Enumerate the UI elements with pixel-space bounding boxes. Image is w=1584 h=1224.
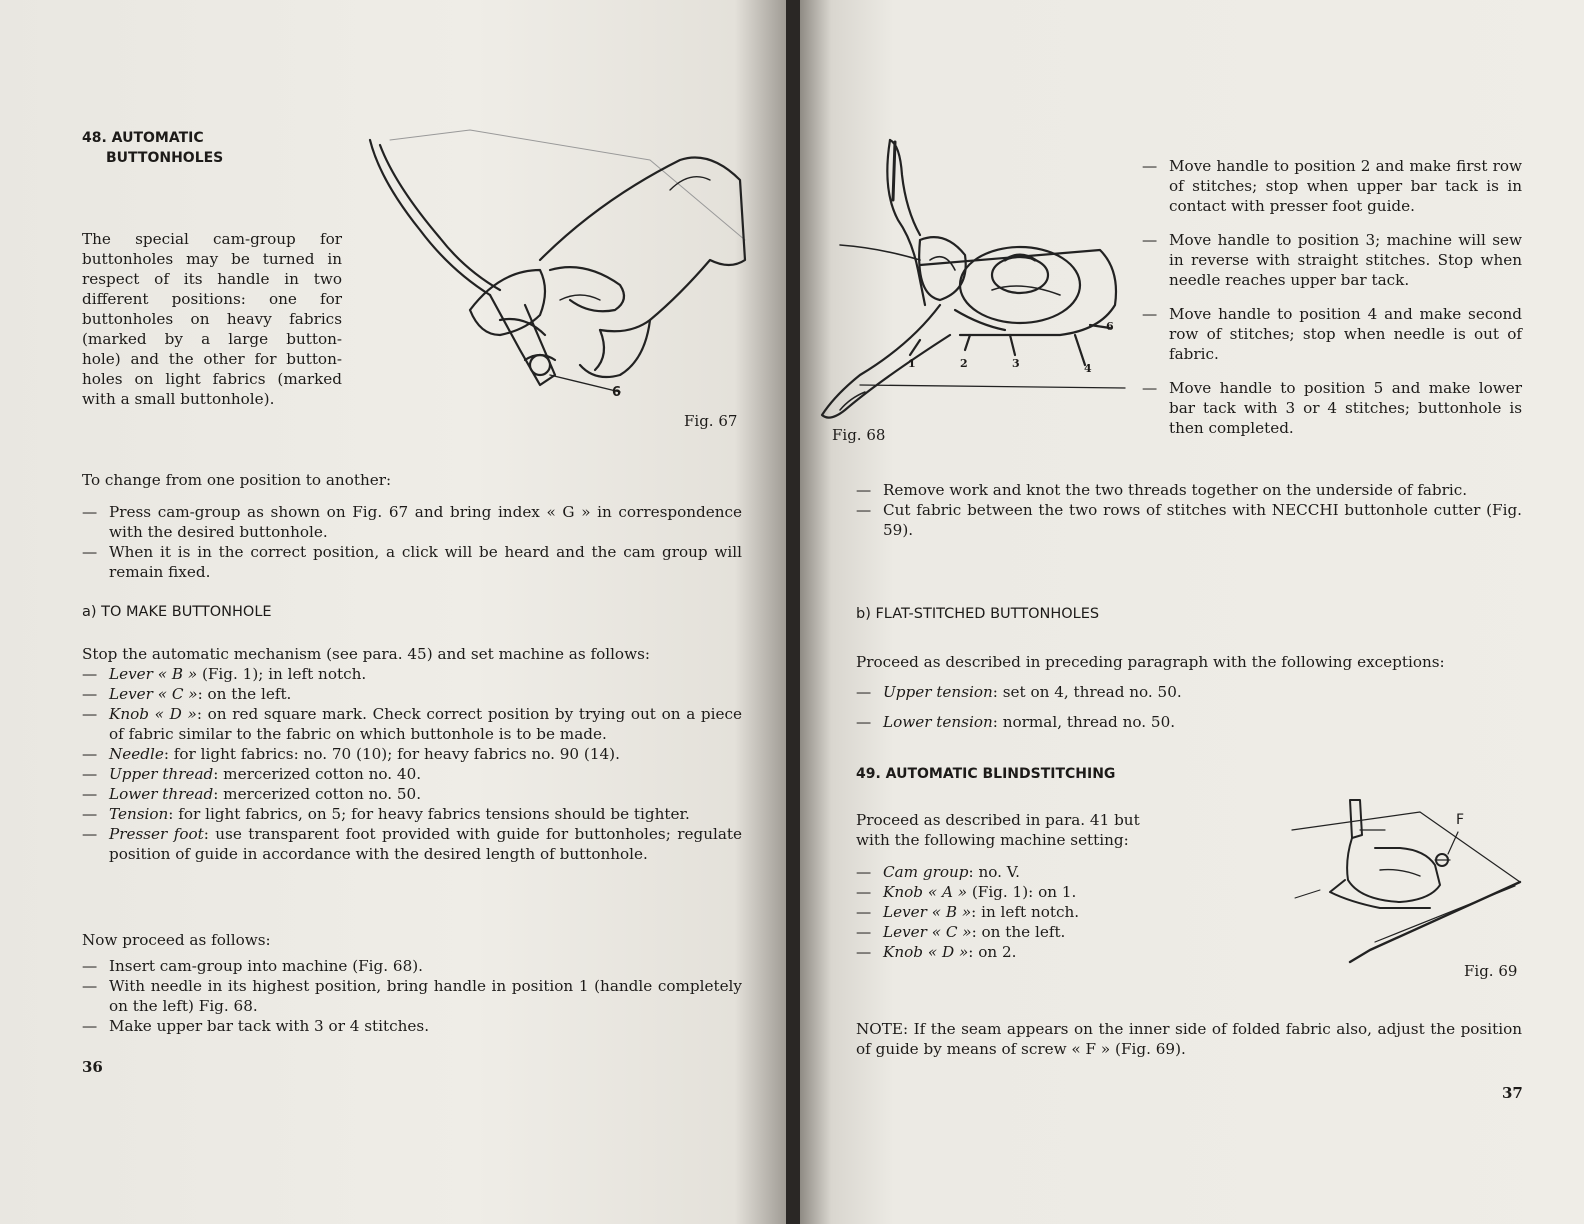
list-item: — Cut fabric between the two rows of stitches with NECCHI buttonhole cutter (Fig. 59). bbox=[856, 501, 1522, 539]
settings-list bbox=[82, 664, 742, 864]
setting-text: : on red square mark. Check correct position by trying out on a piece of fabric similar to the fabric on which buttonhole is to be made. bbox=[109, 705, 742, 743]
note-paragraph: NOTE: If the seam appears on the inner side of folded fabric also, adjust the position of guide by means of screw « F » (Fig. 69). bbox=[856, 1020, 1522, 1058]
list-item-text: Remove work and knot the two threads together on the underside of fabric. bbox=[883, 481, 1468, 499]
intro-line: different positions: one for bbox=[82, 290, 342, 308]
blind-intro-line: Proceed as described in para. 41 but bbox=[856, 811, 1140, 829]
now-proceed: Now proceed as follows: bbox=[82, 931, 271, 949]
right-page bbox=[800, 0, 1584, 1224]
intro-line: with a small buttonhole). bbox=[82, 390, 275, 408]
setting-text: : mercerized cotton no. 40. bbox=[213, 765, 422, 783]
section-title-line: 48. AUTOMATIC bbox=[82, 130, 204, 146]
intro-line: hole) and the other for button- bbox=[82, 350, 342, 368]
fig-69-presser-foot-illustration bbox=[1290, 790, 1530, 970]
list-item: — Move handle to position 5 and make lower bar tack with 3 or 4 stitches; buttonhole is then completed. bbox=[1142, 379, 1522, 437]
list-item: — Lower thread: mercerized cotton no. 50. bbox=[82, 785, 422, 803]
list-item-text: Move handle to position 3; machine will sew in reverse with straight stitches. Stop when needle reaches upper bar tack. bbox=[1169, 231, 1522, 289]
setting-label: Lower tension bbox=[883, 713, 993, 731]
fig-68-callout-1: 1 bbox=[908, 357, 916, 370]
change-heading: To change from one position to another: bbox=[82, 471, 392, 489]
setting-label: Knob « D » bbox=[109, 705, 197, 723]
list-item: — Upper tension: set on 4, thread no. 50. bbox=[856, 683, 1182, 701]
setting-text: : use transparent foot provided with guide for buttonholes; regulate position of guide in accordance with the desired length of buttonhole. bbox=[109, 825, 742, 863]
intro-line: (marked by a large button- bbox=[82, 330, 342, 348]
list-item: — Lower tension: normal, thread no. 50. bbox=[856, 713, 1176, 731]
blind-settings-list bbox=[856, 862, 1176, 962]
setting-text: : in left notch. bbox=[971, 903, 1080, 921]
list-item: — Lever « B »: in left notch. bbox=[856, 903, 1080, 921]
setting-text: : set on 4, thread no. 50. bbox=[992, 683, 1182, 701]
list-item: — With needle in its highest position, bring handle in position 1 (handle completely on the left) Fig. 68. bbox=[82, 977, 742, 1015]
finish-list bbox=[856, 480, 1522, 540]
page-number-37: 37 bbox=[1502, 1084, 1523, 1102]
setting-text: : no. V. bbox=[968, 863, 1020, 881]
list-item: — When it is in the correct position, a click will be heard and the cam group will remain fixed. bbox=[82, 543, 742, 581]
setting-label: Lever « C » bbox=[883, 923, 972, 941]
intro-line: buttonholes on heavy fabrics bbox=[82, 310, 342, 328]
list-item-text: Insert cam-group into machine (Fig. 68). bbox=[109, 957, 423, 975]
setting-text: : normal, thread no. 50. bbox=[992, 713, 1176, 731]
fig-68-callout-4: 4 bbox=[1084, 362, 1092, 375]
sub-a-heading: a) TO MAKE BUTTONHOLE bbox=[82, 604, 272, 620]
fig-69-callout: F bbox=[1456, 812, 1465, 828]
list-item-text: When it is in the correct position, a click will be heard and the cam group will remain fixed. bbox=[109, 543, 742, 581]
proceed-list bbox=[82, 956, 742, 1036]
setting-label: Knob « D » bbox=[883, 943, 969, 961]
setting-label: Lower thread bbox=[109, 785, 214, 803]
list-item-text: Cut fabric between the two rows of stitches with NECCHI buttonhole cutter (Fig. 59). bbox=[883, 501, 1522, 539]
intro-line: buttonholes may be turned in bbox=[82, 250, 342, 268]
setting-text: : on the left. bbox=[197, 685, 292, 703]
change-list bbox=[82, 502, 742, 582]
list-item-text: Make upper bar tack with 3 or 4 stitches. bbox=[109, 1017, 430, 1035]
setting-label: Knob « A » bbox=[883, 883, 968, 901]
fig-68-callout-2: 2 bbox=[960, 357, 968, 370]
left-page bbox=[0, 0, 790, 1224]
intro-line: holes on light fabrics (marked bbox=[82, 370, 342, 388]
fig-68-caption: Fig. 68 bbox=[832, 426, 886, 444]
setting-label: Lever « C » bbox=[109, 685, 198, 703]
list-item: — Press cam-group as shown on Fig. 67 and bring index « G » in correspondence with the desired buttonhole. bbox=[82, 503, 742, 541]
list-item: — Make upper bar tack with 3 or 4 stitches. bbox=[82, 1017, 430, 1035]
setting-text: : on the left. bbox=[971, 923, 1066, 941]
proceed-exceptions: Proceed as described in preceding paragraph with the following exceptions: bbox=[856, 653, 1445, 671]
list-item-text: Move handle to position 4 and make second row of stitches; stop when needle is out of fabric. bbox=[1169, 305, 1522, 363]
setting-label: Lever « B » bbox=[109, 665, 198, 683]
list-item: — Needle: for light fabrics: no. 70 (10); for heavy fabrics no. 90 (14). bbox=[82, 745, 620, 763]
setting-text: : mercerized cotton no. 50. bbox=[213, 785, 422, 803]
fig-67-hand-illustration bbox=[350, 120, 750, 410]
fig-69-caption: Fig. 69 bbox=[1464, 962, 1518, 980]
fig-68-cam-illustration bbox=[820, 130, 1150, 430]
setting-text: (Fig. 1): on 1. bbox=[967, 883, 1077, 901]
fig-68-callout-3: 3 bbox=[1012, 357, 1020, 370]
setting-text: : for light fabrics: no. 70 (10); for heavy fabrics no. 90 (14). bbox=[163, 745, 620, 763]
setting-text: : for light fabrics, on 5; for heavy fabrics tensions should be tighter. bbox=[168, 805, 690, 823]
setting-label: Upper tension bbox=[883, 683, 993, 701]
list-item: — Upper thread: mercerized cotton no. 40. bbox=[82, 765, 422, 783]
exceptions-list bbox=[856, 682, 1522, 732]
setting-text: (Fig. 1); in left notch. bbox=[197, 665, 367, 683]
list-item: — Presser foot: use transparent foot provided with guide for buttonholes; regulate position of guide in accordance with the desired length of buttonhole. bbox=[82, 825, 742, 863]
list-item: — Knob « A » (Fig. 1): on 1. bbox=[856, 883, 1077, 901]
list-item: — Cam group: no. V. bbox=[856, 863, 1020, 881]
fig-67-callout: 6 bbox=[612, 385, 622, 400]
list-item-text: With needle in its highest position, bring handle in position 1 (handle completely on the left) Fig. 68. bbox=[109, 977, 742, 1015]
list-item: — Insert cam-group into machine (Fig. 68). bbox=[82, 957, 423, 975]
intro-line: respect of its handle in two bbox=[82, 270, 342, 288]
fig-67-caption: Fig. 67 bbox=[684, 412, 738, 430]
list-item: — Tension: for light fabrics, on 5; for heavy fabrics tensions should be tighter. bbox=[82, 805, 690, 823]
blind-intro bbox=[856, 810, 1140, 850]
setting-text: : on 2. bbox=[968, 943, 1017, 961]
setting-label: Tension bbox=[109, 805, 169, 823]
page-number-36: 36 bbox=[82, 1058, 103, 1076]
section-49-title: 49. AUTOMATIC BLINDSTITCHING bbox=[856, 766, 1116, 782]
section-title-line: BUTTONHOLES bbox=[106, 150, 224, 166]
fig68-steps-list bbox=[1142, 156, 1522, 438]
list-item-text: Move handle to position 2 and make first row of stitches; stop when upper bar tack is in contact with presser foot guide. bbox=[1169, 157, 1522, 215]
list-item: — Move handle to position 3; machine will sew in reverse with straight stitches. Stop when needle reaches upper bar tack. bbox=[1142, 231, 1522, 289]
setting-label: Needle bbox=[109, 745, 164, 763]
setting-label: Lever « B » bbox=[883, 903, 972, 921]
list-item-text: Move handle to position 5 and make lower bar tack with 3 or 4 stitches; buttonhole is then completed. bbox=[1169, 379, 1522, 437]
setting-label: Presser foot bbox=[109, 825, 204, 843]
setting-label: Cam group bbox=[883, 863, 969, 881]
intro-paragraph bbox=[82, 229, 342, 409]
list-item: — Knob « D »: on red square mark. Check correct position by trying out on a piece of fabric similar to the fabric on which buttonhole is to be made. bbox=[82, 705, 742, 743]
list-item: — Move handle to position 2 and make first row of stitches; stop when upper bar tack is in contact with presser foot guide. bbox=[1142, 157, 1522, 215]
list-item: — Lever « C »: on the left. bbox=[856, 923, 1066, 941]
setting-label: Upper thread bbox=[109, 765, 214, 783]
list-item: — Knob « D »: on 2. bbox=[856, 943, 1017, 961]
intro-line: The special cam-group for bbox=[82, 230, 342, 248]
fig-68-callout-6: 6 bbox=[1106, 320, 1114, 333]
list-item: — Lever « B » (Fig. 1); in left notch. bbox=[82, 665, 367, 683]
sub-b-heading: b) FLAT-STITCHED BUTTONHOLES bbox=[856, 606, 1100, 622]
stop-text: Stop the automatic mechanism (see para. 45) and set machine as follows: bbox=[82, 645, 650, 663]
section-48-title bbox=[82, 128, 223, 168]
list-item: — Move handle to position 4 and make second row of stitches; stop when needle is out of fabric. bbox=[1142, 305, 1522, 363]
list-item: — Remove work and knot the two threads together on the underside of fabric. bbox=[856, 481, 1468, 499]
blind-intro-line: with the following machine setting: bbox=[856, 831, 1129, 849]
list-item: — Lever « C »: on the left. bbox=[82, 685, 292, 703]
list-item-text: Press cam-group as shown on Fig. 67 and bring index « G » in correspondence with the desired buttonhole. bbox=[109, 503, 742, 541]
